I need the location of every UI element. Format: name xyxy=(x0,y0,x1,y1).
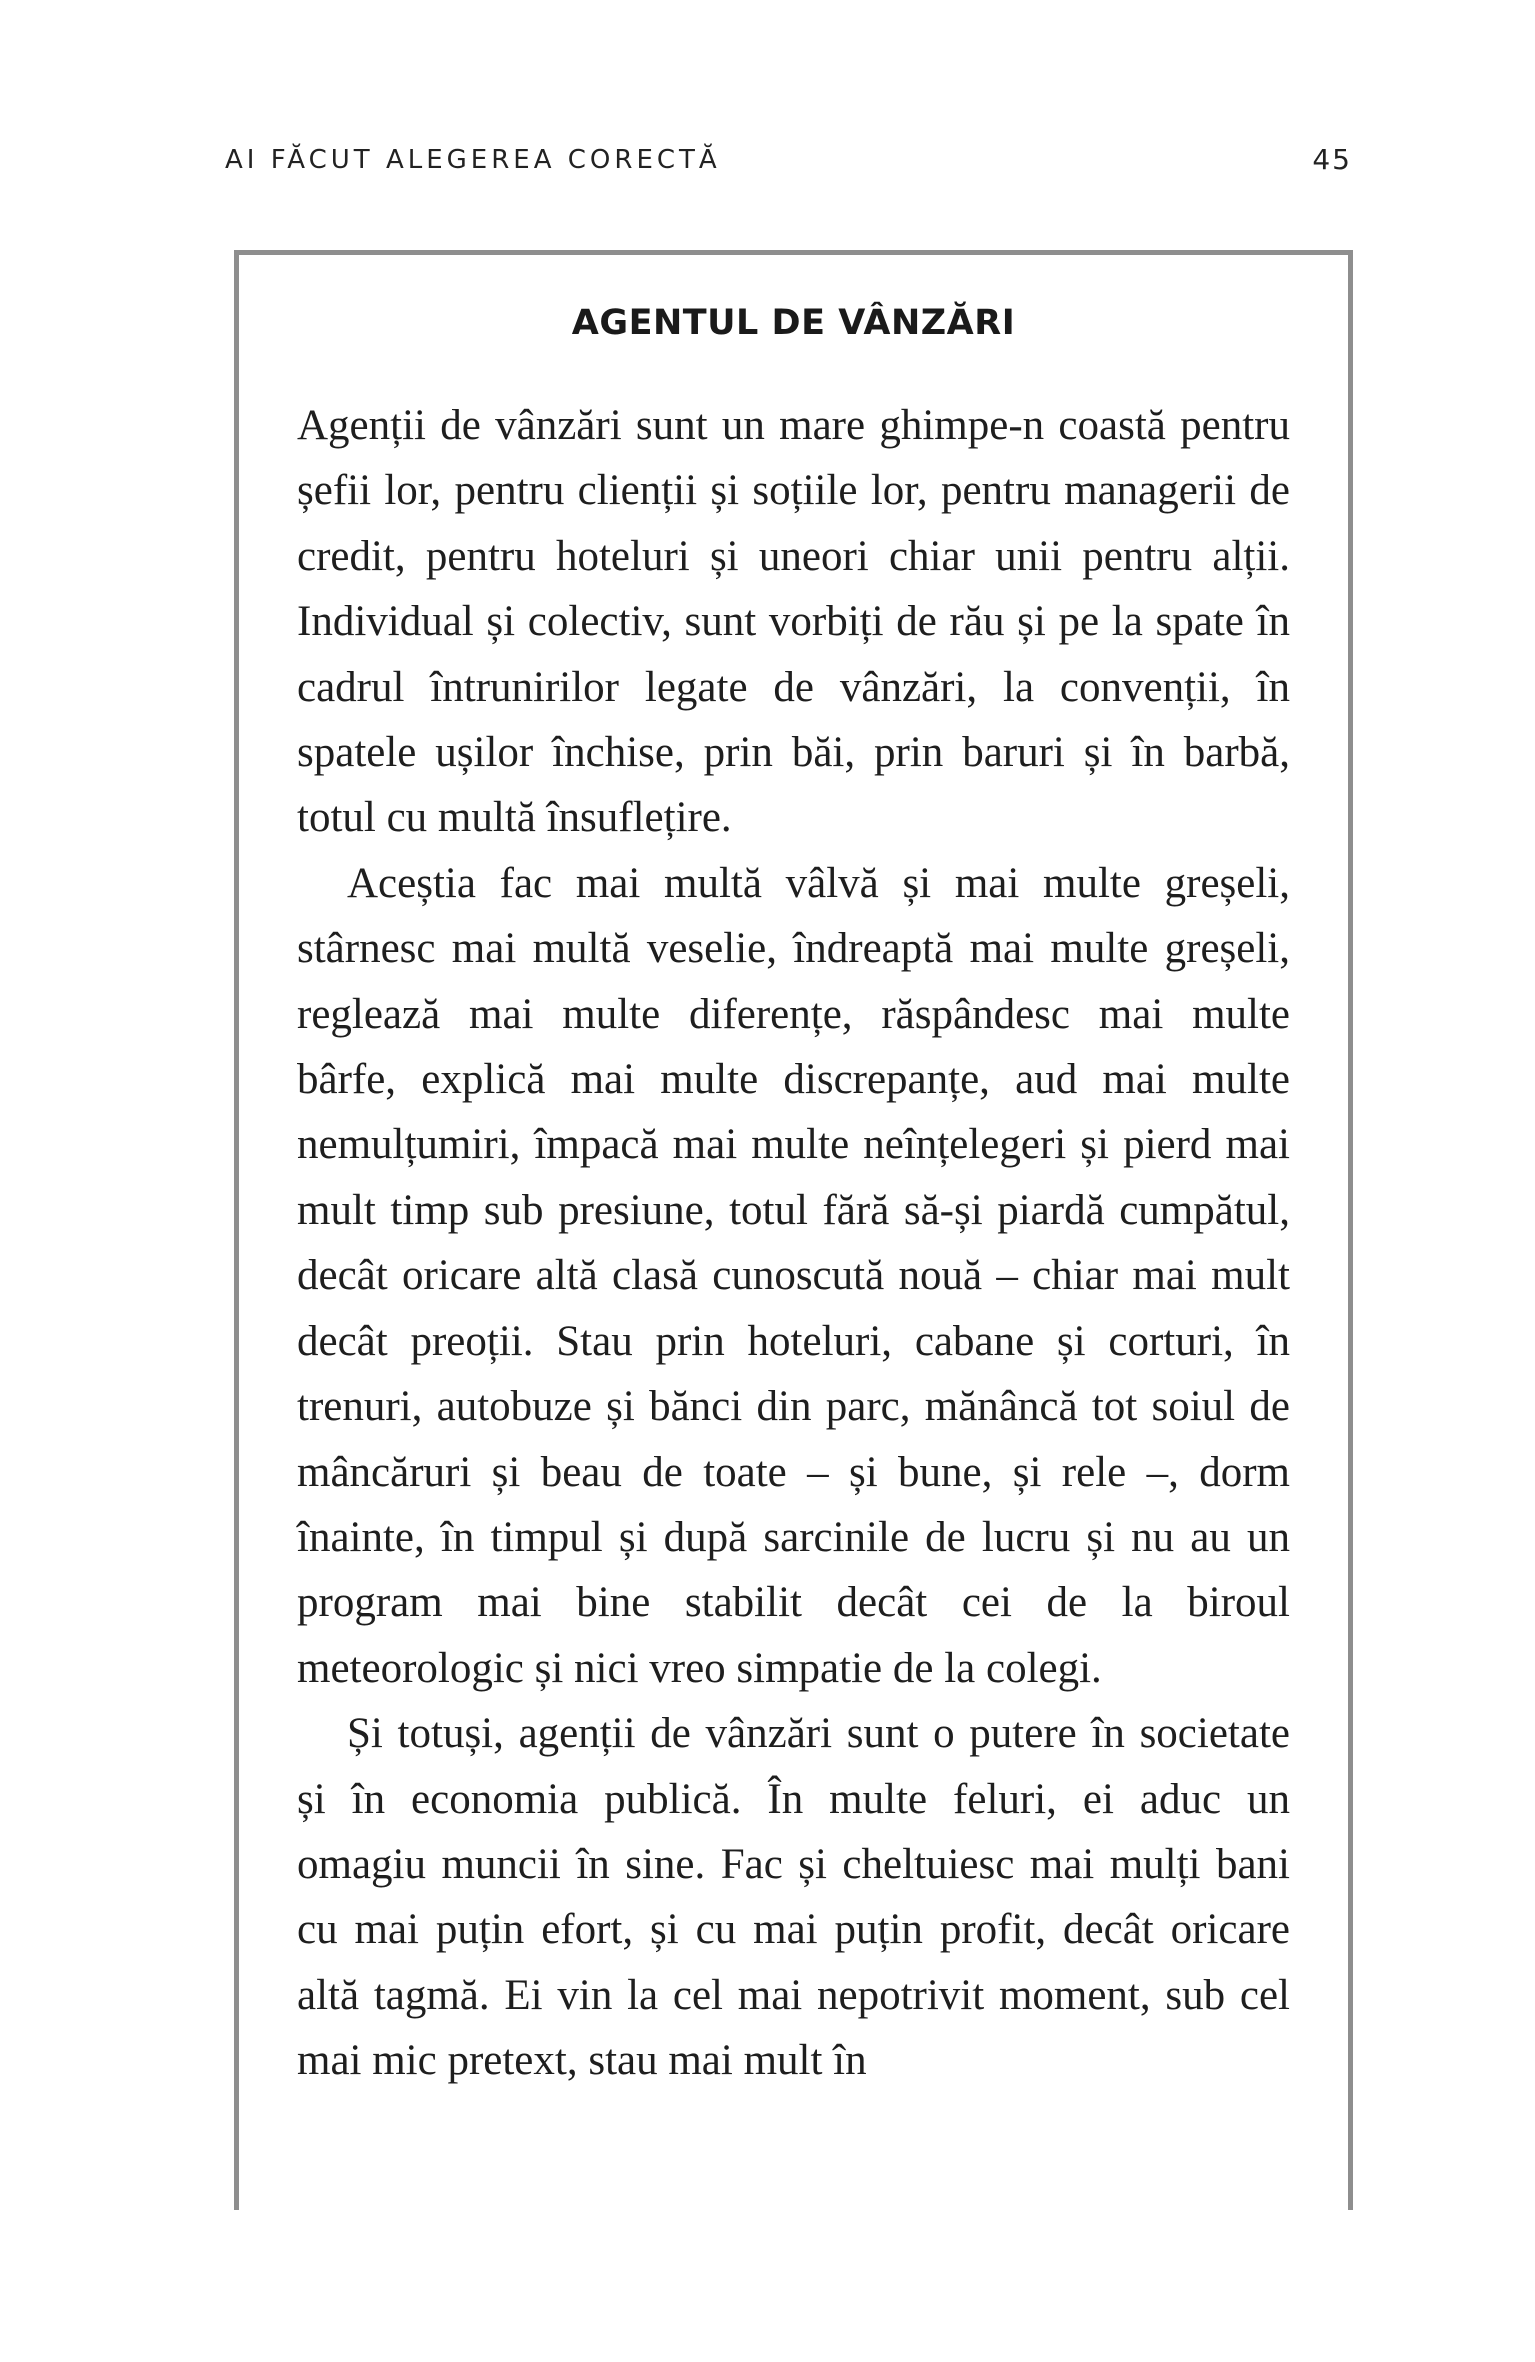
paragraph: Aceștia fac mai multă vâlvă și mai multe greșeli, stârnesc mai multă veselie, îndreaptă mai multe greșeli, reglează mai multe diferențe, răspândesc mai multe bârfe, explică mai multe discrepanțe, aud mai multe nemulțumiri, împacă mai multe neînțelegeri și pierd mai mult timp sub presiune, totul fără să-și piardă cumpătul, decât oricare altă clasă cunoscută nouă – chiar mai mult decât preoții. Stau prin hoteluri, cabane și corturi, în trenuri, autobuze și bănci din parc, mănâncă tot soiul de mâncăruri și beau de toate – și bune, și rele –, dorm înainte, în timpul și după sarcinile de lucru și nu au un program mai bine stabilit decât cei de la biroul meteorologic și nici vreo simpatie de la colegi. xyxy=(297,859,1290,1692)
box-body xyxy=(297,393,1290,2094)
running-head-title: AI FĂCUT ALEGEREA CORECTĂ xyxy=(225,145,721,175)
sidebar-box xyxy=(234,250,1353,2210)
page-number: 45 xyxy=(1312,143,1352,176)
box-title: AGENTUL DE VÂNZĂRI xyxy=(571,303,1016,343)
paragraph: Și totuși, agenții de vânzări sunt o putere în societate și în economia publică. În multe feluri, ei aduc un omagiu muncii în sine. Fac și cheltuiesc mai mulți bani cu mai puțin efort, și cu mai puțin profit, decât oricare altă tagmă. Ei vin la cel mai nepotrivit moment, sub cel mai mic pretext, stau mai mult în xyxy=(297,1710,1290,2085)
paragraph: Agenții de vânzări sunt un mare ghimpe-n coastă pentru șefii lor, pentru clienții și soțiile lor, pentru managerii de credit, pentru hoteluri și uneori chiar unii pentru alții. Individual și colectiv, sunt vorbiți de rău și pe la spate în cadrul întrunirilor legate de vânzări, la convenții, în spatele ușilor închise, prin băi, prin baruri și în barbă, totul cu multă însuflețire. xyxy=(297,402,1290,842)
